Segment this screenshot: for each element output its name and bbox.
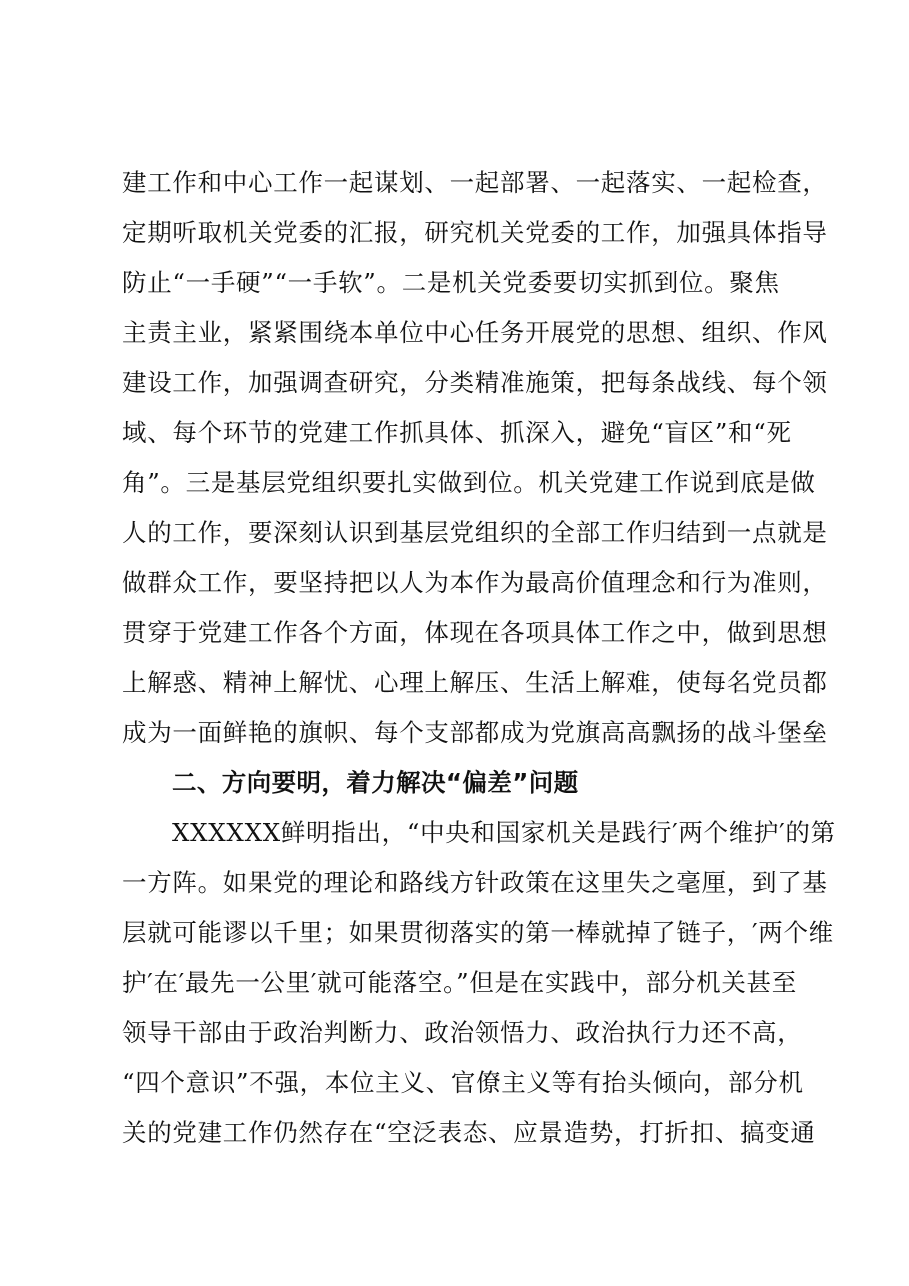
text-line: 建设工作，加强调查研究，分类精准施策，把每条战线、每个领 xyxy=(122,368,828,397)
section-heading: 二、方向要明，着力解决“偏差”问题 xyxy=(172,768,579,797)
text-line: 域、每个环节的党建工作抓具体、抓深入，避免“盲区”和“死 xyxy=(122,418,792,447)
text-line: 上解惑、精神上解忧、心理上解压、生活上解难，使每名党员都 xyxy=(122,668,828,697)
text-line: 一方阵。如果党的理论和路线方针政策在这里失之毫厘，到了基 xyxy=(122,868,828,897)
text-line: XXXXXX鲜明指出，“中央和国家机关是践行′两个维护′的第 xyxy=(172,818,836,847)
text-line: 角”。三是基层党组织要扎实做到位。机关党建工作说到底是做 xyxy=(122,468,816,497)
text-line: 人的工作，要深刻认识到基层党组织的全部工作归结到一点就是 xyxy=(122,518,828,547)
text-line: 做群众工作，要坚持把以人为本作为最高价值理念和行为准则， xyxy=(122,568,828,597)
text-line: 主责主业，紧紧围绕本单位中心任务开展党的思想、组织、作风 xyxy=(122,318,828,347)
text-line: 护′在′最先一公里′就可能落空。”但是在实践中，部分机关甚至 xyxy=(122,968,797,997)
text-line: 建工作和中心工作一起谋划、一起部署、一起落实、一起检查， xyxy=(122,168,828,197)
text-line: 领导干部由于政治判断力、政治领悟力、政治执行力还不高， xyxy=(122,1018,803,1047)
text-line: “四个意识”不强，本位主义、官僚主义等有抬头倾向，部分机 xyxy=(122,1068,804,1097)
text-line: 贯穿于党建工作各个方面，体现在各项具体工作之中，做到思想 xyxy=(122,618,828,647)
text-line: 关的党建工作仍然存在“空泛表态、应景造势，打折扣、搞变通 xyxy=(122,1118,816,1147)
text-line: 定期听取机关党委的汇报，研究机关党委的工作，加强具体指导 xyxy=(122,218,828,247)
text-line: 层就可能谬以千里；如果贯彻落实的第一棒就掉了链子，′两个维 xyxy=(122,918,834,947)
text-line: 防止“一手硬”“一手软”。二是机关党委要切实抓到位。聚焦 xyxy=(122,268,780,297)
text-line: 成为一面鲜艳的旗帜、每个支部都成为党旗高高飘扬的战斗堡垒 xyxy=(122,718,828,747)
